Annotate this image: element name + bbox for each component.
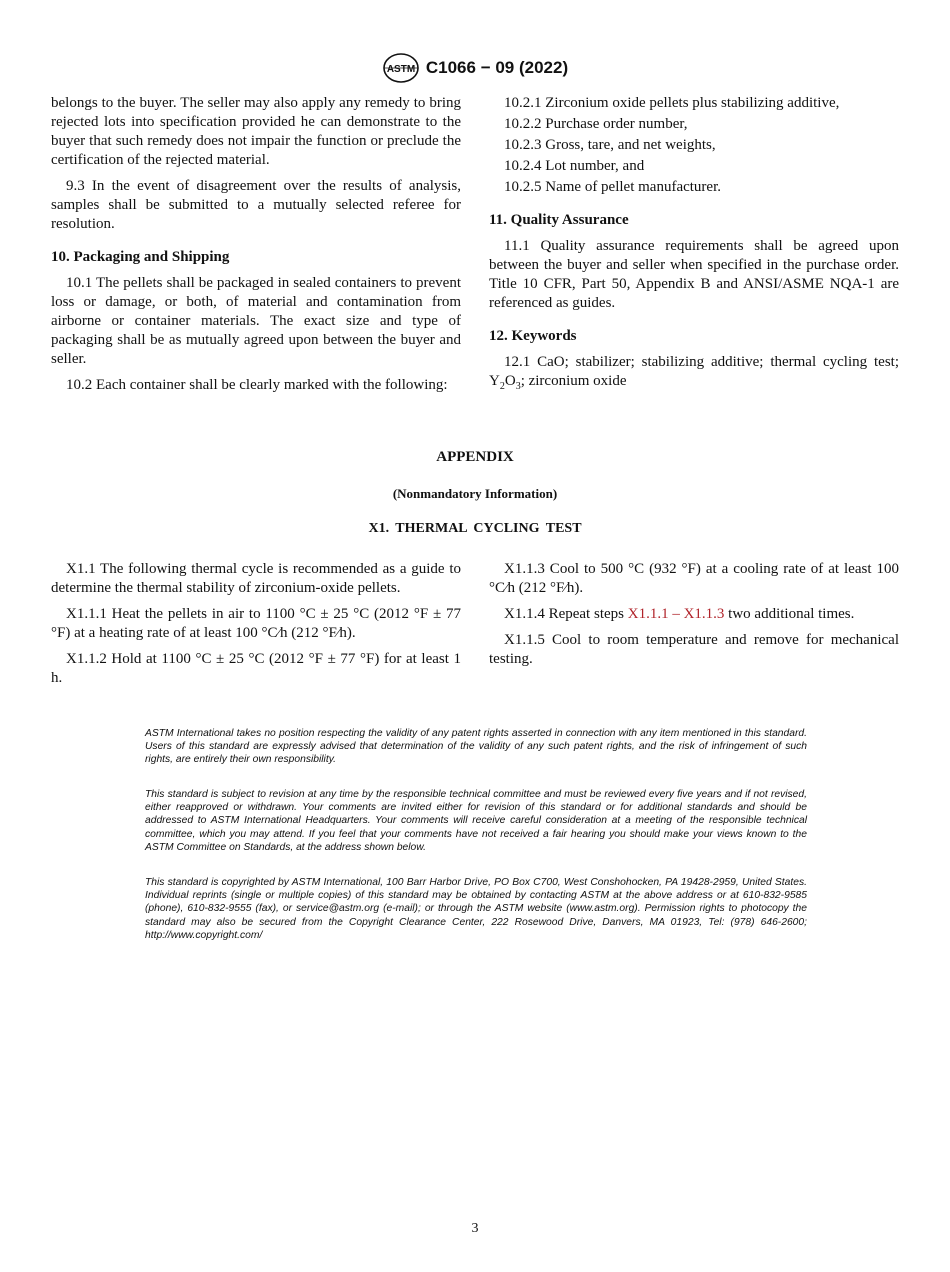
section-heading-10: 10. Packaging and Shipping <box>51 249 230 265</box>
page-header <box>0 52 950 84</box>
appendix-title: APPENDIX <box>436 449 514 465</box>
left-column-appendix <box>51 560 461 695</box>
copyright-notice: This standard is copyrighted by ASTM International, 100 Barr Harbor Drive, PO Box C700, West Conshohocken, PA 19428-2959, United States. Individual reprints (single or multiple copies) of this standard may be obtained by contacting ASTM at the above address or at 610-832-9585 (phone), 610-832-9555 (fax), or service@astm.org (e-mail); or through the ASTM website (www.astm.org). Permission rights to photocopy the standard may also be secured from the Copyright Clearance Center, 222 Rosewood Drive, Danvers, MA 01923, Tel: (978) 646-2600; http://www.copyright.com/ <box>145 877 807 941</box>
paragraph-9-2-continued: belongs to the buyer. The seller may also apply any remedy to bring rejected lots into specification provided he can demonstrate to the buyer that such remedy does not impair the function or preclude the certification of the rejected material. <box>51 95 461 168</box>
list-item: 10.2.4 Lot number, and <box>504 158 645 174</box>
list-item: 10.2.1 Zirconium oxide pellets plus stabilizing additive, <box>504 95 840 111</box>
section-heading-11: 11. Quality Assurance <box>489 212 629 228</box>
right-column-appendix <box>489 560 899 676</box>
left-column-top <box>51 94 461 402</box>
revision-notice: This standard is subject to revision at any time by the responsible technical committee and must be reviewed every five years and if not revised, either reapproved or withdrawn. Your comments are invited either for revision of this standard or for additional standards and should be addressed to ASTM International Headquarters. Your comments will receive careful consideration at a meeting of the responsible technical committee, which you may attend. If you feel that your comments have not received a fair hearing you should make your views known to the ASTM Committee on Standards, at the address shown below. <box>145 789 807 853</box>
paragraph-x1-1: X1.1 The following thermal cycle is recommended as a guide to determine the thermal stability of zirconium-oxide pellets. <box>51 561 461 596</box>
paragraph-x1-1-4: X1.1.4 Repeat steps X1.1.1 – X1.1.3 two additional times. <box>504 606 855 622</box>
standard-designation: C1066 − 09 (2022) <box>425 58 569 77</box>
patent-notice: ASTM International takes no position respecting the validity of any patent rights asserted in connection with any item mentioned in this standard. Users of this standard are expressly advised that determination of the validity of any such patent rights, and the risk of infringement of such rights, are entirely their own responsibility. <box>145 728 807 766</box>
appendix-subtitle: (Nonmandatory Information) <box>392 486 558 501</box>
list-item: 10.2.3 Gross, tare, and net weights, <box>504 137 716 153</box>
paragraph-x1-1-1: X1.1.1 Heat the pellets in air to 1100 °C ± 25 °C (2012 °F ± 77 °F) at a heating rate of at least 100 °C⁄h (212 °F⁄h). <box>51 606 461 641</box>
cross-reference-link[interactable]: X1.1.1 – X1.1.3 <box>627 606 725 622</box>
paragraph-10-1: 10.1 The pellets shall be packaged in sealed containers to prevent loss or damage, or both, of material and contamination from airborne or container materials. The exact size and type of packaging shall be as mutually agreed upon between the buyer and seller. <box>51 275 461 367</box>
paragraph-10-2: 10.2 Each container shall be clearly marked with the following: <box>66 377 448 393</box>
paragraph-11-1: 11.1 Quality assurance requirements shall be agreed upon between the buyer and seller when specified in the purchase order. Title 10 CFR, Part 50, Appendix B and ANSI/ASME NQA-1 are referenced as guides. <box>489 238 899 311</box>
paragraph-x1-1-5: X1.1.5 Cool to room temperature and remove for mechanical testing. <box>489 632 899 667</box>
list-item: 10.2.5 Name of pellet manufacturer. <box>504 179 722 195</box>
paragraph-9-3: 9.3 In the event of disagreement over the results of analysis, samples shall be submitted to a mutually selected referee for resolution. <box>51 178 461 232</box>
section-heading-12: 12. Keywords <box>489 328 577 344</box>
astm-logo <box>382 52 420 84</box>
svg-text:ASTM: ASTM <box>386 64 416 75</box>
page-number: 3 <box>471 1221 479 1236</box>
list-item: 10.2.2 Purchase order number, <box>504 116 688 132</box>
paragraph-x1-1-2: X1.1.2 Hold at 1100 °C ± 25 °C (2012 °F ± 77 °F) for at least 1 h. <box>51 651 461 686</box>
appendix-section-title: X1. THERMAL CYCLING TEST <box>368 521 582 536</box>
paragraph-x1-1-3: X1.1.3 Cool to 500 °C (932 °F) at a cooling rate of at least 100 °C⁄h (212 °F⁄h). <box>489 561 899 596</box>
paragraph-12-1: 12.1 CaO; stabilizer; stabilizing additive; thermal cycling test; $Y_2O_3$; zirconium oxide <box>489 354 899 392</box>
right-column-top <box>489 94 899 398</box>
